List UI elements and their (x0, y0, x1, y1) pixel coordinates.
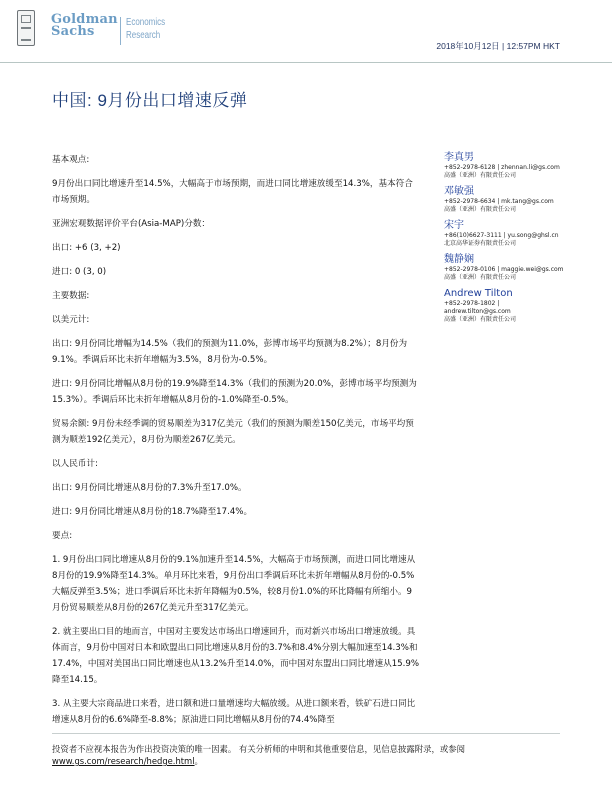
key-point-1: 1. 9月份出口同比增速从8月份的9.1%加速升至14.5%，大幅高于市场预测，而进口同比增速从8月份的19.9%降至14.3%。单月环比来看，9月份出口季调后环比未折年增幅从8月份的-0.5%大幅反弹至3.5%；进口季调后环比未折年降幅为0.5%，较8月份1.0%的环比降幅有所缩小。9月份贸易顺差从8月份的267亿美元升至317亿美元。 (52, 555, 416, 613)
brand-line-1: Goldman (51, 12, 118, 27)
report-header (0, 0, 612, 62)
analyst-firm: 北京高华证券有限责任公司 (444, 240, 517, 247)
disclaimer-suffix: 。 (194, 756, 203, 766)
key-point-2: 2. 就主要出口目的地而言，中国对主要发达市场出口增速回升，而对新兴市场出口增速放缓。具体而言，9月份中国对日本和欧盟出口同比增速从8月份的3.7%和8.4%分别大幅加速至14.3%和17.4%，中国对美国出口同比增速也从13.2%升至14.0%，而中国对东盟出口同比增速从15.9%降至14.15。 (52, 627, 420, 685)
analyst-firm: 高盛（亚洲）有限责任公司 (444, 172, 517, 179)
disclosure-link[interactable]: www.gs.com/research/hedge.html (52, 756, 195, 766)
analyst-contact (444, 220, 604, 248)
analyst-name[interactable]: Andrew Tilton (444, 288, 513, 299)
asia-map-export-score: 出口: +6 (3, +2) (52, 243, 121, 253)
division-line-1: Economics (126, 17, 166, 28)
analyst-name[interactable]: 魏静娴 (444, 254, 474, 265)
analyst-contact (444, 288, 604, 324)
analyst-phone-email[interactable]: +852-2978-6128 | zhennan.li@gs.com (444, 164, 560, 171)
analyst-phone-email[interactable]: +852-2978-6634 | mk.tang@gs.com (444, 198, 554, 205)
analyst-firm: 高盛（亚洲）有限责任公司 (444, 274, 517, 281)
disclaimer-text: 投资者不应视本报告为作出投资决策的唯一因素。 有关分析师的申明和其他重要信息，见信息披露附录，或参阅 (52, 744, 466, 754)
analyst-phone-email[interactable]: +852-2978-0106 | maggie.wei@gs.com (444, 266, 564, 273)
section-heading-key-points: 要点: (52, 531, 73, 541)
rmb-imports-paragraph: 进口: 9月份同比增速从8月份的18.7%降至17.4%。 (52, 507, 253, 517)
analyst-name[interactable]: 宋宇 (444, 220, 464, 231)
summary-paragraph: 9月份出口同比增速升至14.5%，大幅高于市场预期，而进口同比增速放缓至14.3%，基本符合市场预期。 (52, 179, 413, 205)
logo-divider (120, 17, 121, 45)
disclaimer-footer (52, 743, 552, 767)
analyst-contact (444, 254, 604, 282)
brand-line-2: Sachs (51, 24, 95, 39)
asia-map-heading: 亚洲宏观数据评价平台(Asia-MAP)分数： (52, 219, 211, 229)
header-divider (0, 62, 612, 63)
analyst-firm: 高盛（亚洲）有限责任公司 (444, 316, 517, 323)
asia-map-import-score: 进口: 0 (3, 0) (52, 267, 107, 277)
section-heading-basic-view: 基本观点: (52, 155, 90, 165)
report-body (52, 152, 420, 736)
division-label (126, 16, 165, 42)
subheading-usd: 以美元计: (52, 315, 90, 325)
analyst-contacts (444, 152, 604, 330)
usd-exports-paragraph: 出口: 9月份同比增幅为14.5%（我们的预测为11.0%，彭博市场平均预测为8.2%）；8月份为9.1%。季调后环比未折年增幅为3.5%，8月份为-0.5%。 (52, 339, 408, 365)
usd-imports-paragraph: 进口: 9月份同比增幅从8月份的19.9%降至14.3%（我们的预测为20.0%，彭博市场平均预测为15.3%）。季调后环比未折年增幅从8月份的-1.0%降至-0.5%。 (52, 379, 417, 405)
report-datetime: 2018年10月12日 | 12:57PM HKT (436, 41, 560, 51)
rmb-exports-paragraph: 出口: 9月份同比增速从8月份的7.3%升至17.0%。 (52, 483, 247, 493)
analyst-firm: 高盛（亚洲）有限责任公司 (444, 206, 517, 213)
analyst-phone[interactable]: +852-2978-1802 | (444, 300, 500, 307)
analyst-contact (444, 186, 604, 214)
analyst-name[interactable]: 邓敏强 (444, 186, 474, 197)
analyst-phone-email[interactable]: +86(10)6627-3111 | yu.song@ghsl.cn (444, 232, 559, 239)
division-line-2: Research (126, 30, 161, 41)
analyst-email[interactable]: andrew.tilton@gs.com (444, 308, 511, 315)
gaohua-seal-logo-icon (17, 10, 35, 46)
footer-divider (52, 733, 560, 734)
analyst-contact (444, 152, 604, 180)
trade-balance-paragraph: 贸易余额: 9月份未经季调的贸易顺差为317亿美元（我们的预测为顺差150亿美元，市场平均预测为顺差192亿美元），8月份为顺差267亿美元。 (52, 419, 414, 445)
subheading-rmb: 以人民币计: (52, 459, 98, 469)
section-heading-key-data: 主要数据: (52, 291, 90, 301)
goldman-sachs-logo (51, 14, 118, 38)
key-point-3: 3. 从主要大宗商品进口来看，进口额和进口量增速均大幅放缓。从进口额来看，铁矿石进口同比增速从8月份的6.6%降至-8.8%；原油进口同比增幅从8月份的74.4%降至 (52, 699, 416, 725)
analyst-name[interactable]: 李真男 (444, 152, 474, 163)
report-title: 中国: 9月份出口增速反弹 (52, 91, 248, 110)
